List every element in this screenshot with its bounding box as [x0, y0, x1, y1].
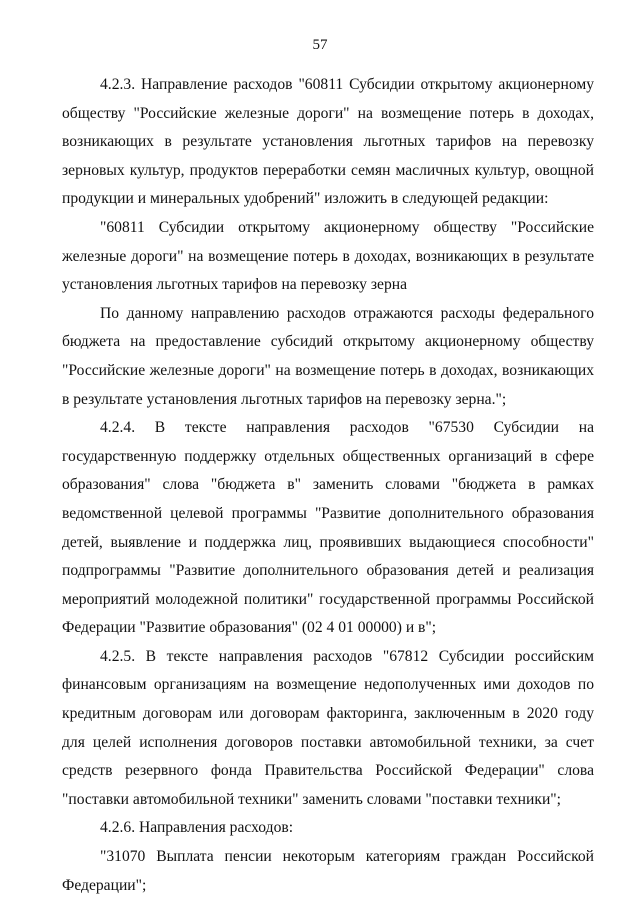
paragraph-4-2-6: 4.2.6. Направления расходов:	[100, 819, 294, 837]
paragraph-quote-31070: "31070 Выплата пенсии некоторым категориям граждан Российской Федерации";	[62, 848, 594, 894]
paragraph-quote-60811-description: По данному направлению расходов отражаются расходы федерального бюджета на предоставление субсидий открытому акционерному обществу "Российские железные дороги" на возмещение потерь в доходах, возникающих в результате установления льготных тарифов на перевозку зерна.";	[62, 304, 594, 408]
paragraph-quote-60811-title: "60811 Субсидии открытому акционерному обществу "Российские железные дороги" на возмещение потерь в доходах, возникающих в результате установления льготных тарифов на перевозку зерна	[62, 218, 594, 294]
paragraph-4-2-5: 4.2.5. В тексте направления расходов "67812 Субсидии российским финансовым организациям на возмещение недополученных ими доходов по кредитным договорам или договорам факторинга, заключенным в 2020 году для целей исполнения договоров поставки автомобильной техники, за счет средств резервного фонда Правительства Российской Федерации" слова "поставки автомобильной техники" заменить словами "поставки техники";	[62, 647, 594, 808]
document-body	[62, 71, 594, 900]
paragraph-4-2-3: 4.2.3. Направление расходов "60811 Субсидии открытому акционерному обществу "Российские железные дороги" на возмещение потерь в доходах, возникающих в результате установления льготных тарифов на перевозку зерновых культур, продуктов переработки семян масличных культур, овощной продукции и минеральных удобрений" изложить в следующей редакции:	[62, 76, 594, 208]
page-number: 57	[312, 37, 328, 53]
paragraph-4-2-4: 4.2.4. В тексте направления расходов "67530 Субсидии на государственную поддержку отдельных общественных организаций в сфере образования" слова "бюджета в" заменить словами "бюджета в рамках ведомственной целевой программы "Развитие дополнительного образования детей, выявление и поддержка лиц, проявивших выдающиеся способности" подпрограммы "Развитие дополнительного образования детей и реализация мероприятий молодежной политики" государственной программы Российской Федерации "Развитие образования" (02 4 01 00000) и в";	[62, 419, 594, 637]
